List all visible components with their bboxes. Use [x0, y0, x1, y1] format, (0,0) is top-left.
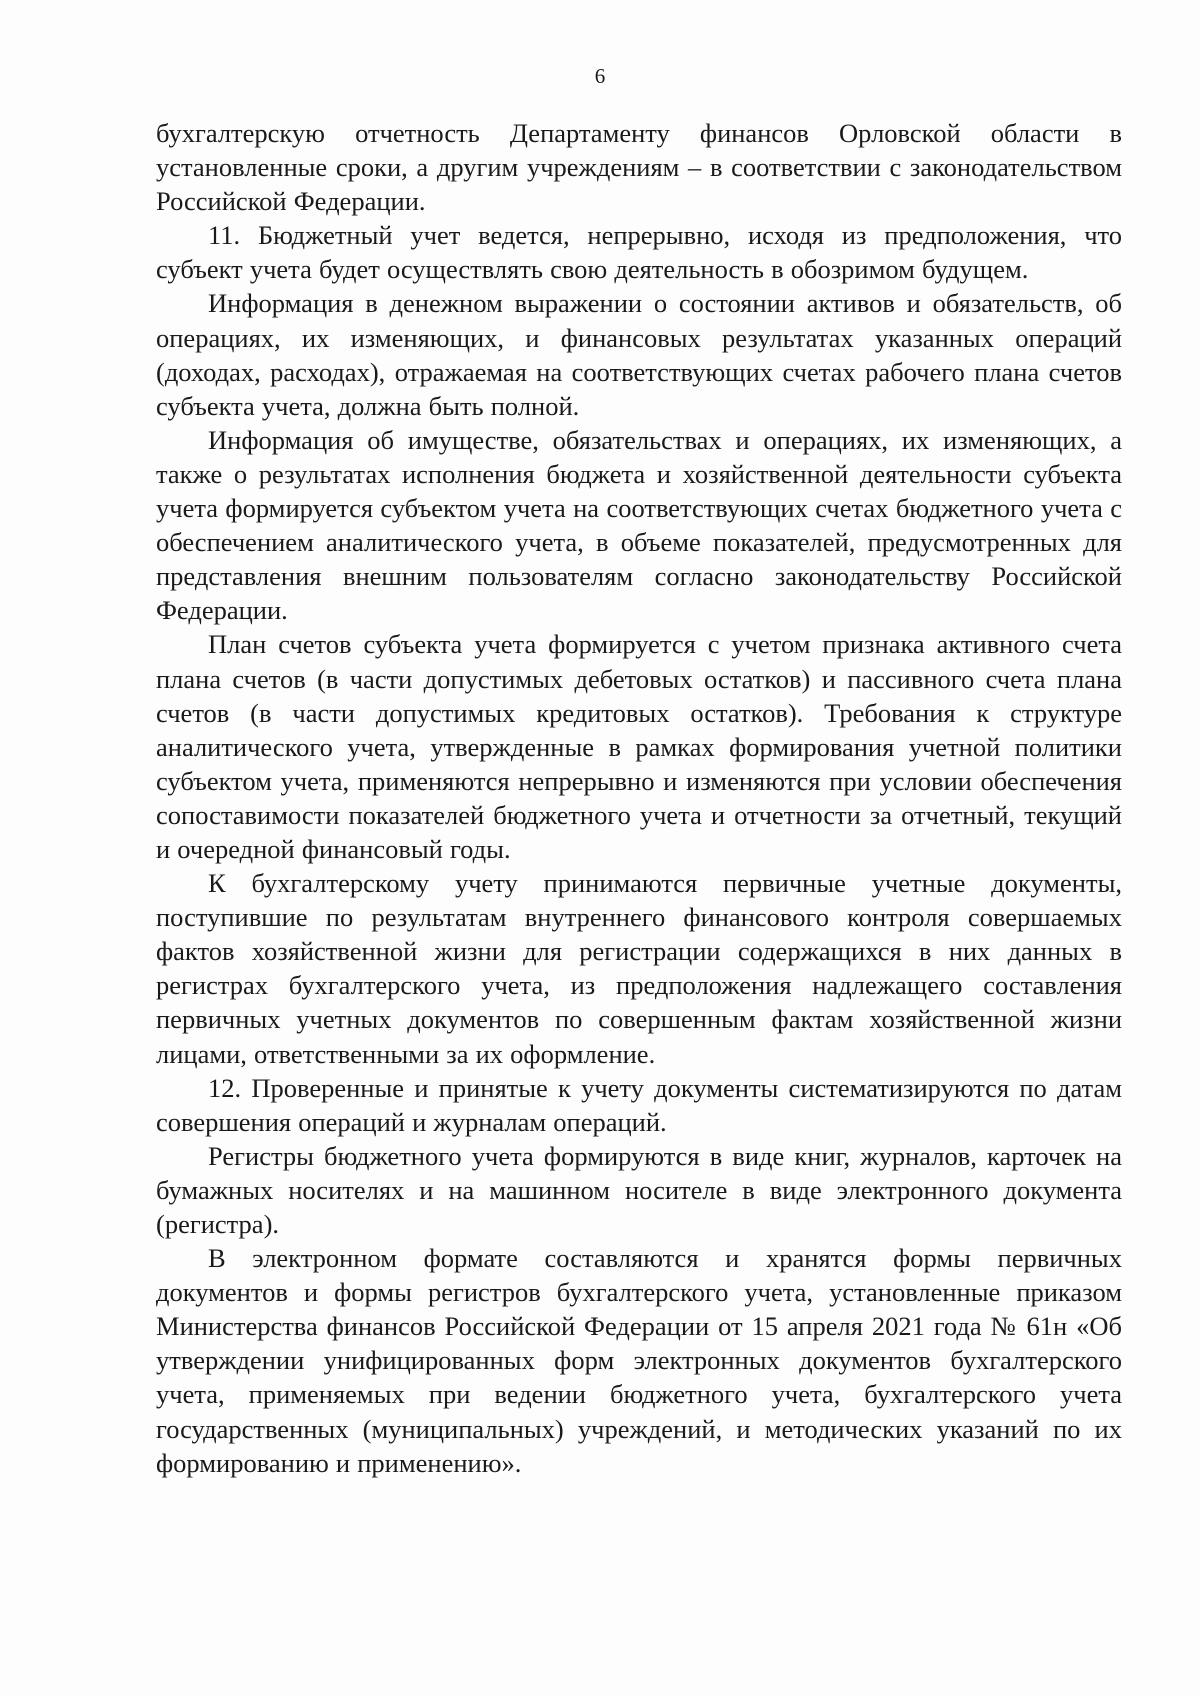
paragraph-primary-documents: К бухгалтерскому учету принимаются первичные учетные документы, поступившие по результатам внутреннего финансового контроля совершаемых фактов хозяйственной жизни для регистрации содержащихся в них данных в регистрах бухгалтерского учета, из предположения надлежащего составления первичных учетных документов по совершенным фактам хозяйственной жизни лицами, ответственными за их оформление.	[156, 868, 1122, 1069]
paragraph-monetary-information: Информация в денежном выражении о состоянии активов и обязательств, об операциях, их изменяющих, и финансовых результатах указанных операций (доходах, расходах), отражаемая на соответствующих счетах рабочего плана счетов субъекта учета, должна быть полной.	[156, 288, 1122, 421]
document-body	[156, 116, 1122, 1480]
paragraph-electronic-format: В электронном формате составляются и хранятся формы первичных документов и формы регистров бухгалтерского учета, установленные приказом Министерства финансов Российской Федерации от 15 апреля 2021 года № 61н «Об утверждении унифицированных форм электронных документов бухгалтерского учета, применяемых при ведении бюджетного учета, бухгалтерского учета государственных (муниципальных) учреждений, и методических указаний по их формированию и применению».	[156, 1243, 1122, 1478]
paragraph-item-11: 11. Бюджетный учет ведется, непрерывно, исходя из предположения, что субъект учета будет осуществлять свою деятельность в обозримом будущем.	[156, 220, 1122, 285]
paragraph-item-12: 12. Проверенные и принятые к учету документы систематизируются по датам совершения операций и журналам операций.	[156, 1072, 1122, 1137]
paragraph-continuation: бухгалтерскую отчетность Департаменту финансов Орловской области в установленные сроки, а другим учреждениям – в соответствии с законодательством Российской Федерации.	[156, 118, 1122, 217]
paragraph-chart-of-accounts: План счетов субъекта учета формируется с учетом признака активного счета плана счетов (в части допустимых дебетовых остатков) и пассивного счета плана счетов (в части допустимых кредитовых остатков). Требования к структуре аналитического учета, утвержденные в рамках формирования учетной политики субъектом учета, применяются непрерывно и изменяются при условии обеспечения сопоставимости показателей бюджетного учета и отчетности за отчетный, текущий и очередной финансовый годы.	[156, 629, 1122, 864]
paragraph-registers: Регистры бюджетного учета формируются в виде книг, журналов, карточек на бумажных носителях и на машинном носителе в виде электронного документа (регистра).	[156, 1140, 1122, 1239]
page-number: 6	[594, 64, 606, 88]
paragraph-property-information: Информация об имуществе, обязательствах и операциях, их изменяющих, а также о результатах исполнения бюджета и хозяйственной деятельности субъекта учета формируется субъектом учета на соответствующих счетах бюджетного учета с обеспечением аналитического учета, в объеме показателей, предусмотренных для представления внешним пользователям согласно законодательству Российской Федерации.	[156, 424, 1122, 626]
